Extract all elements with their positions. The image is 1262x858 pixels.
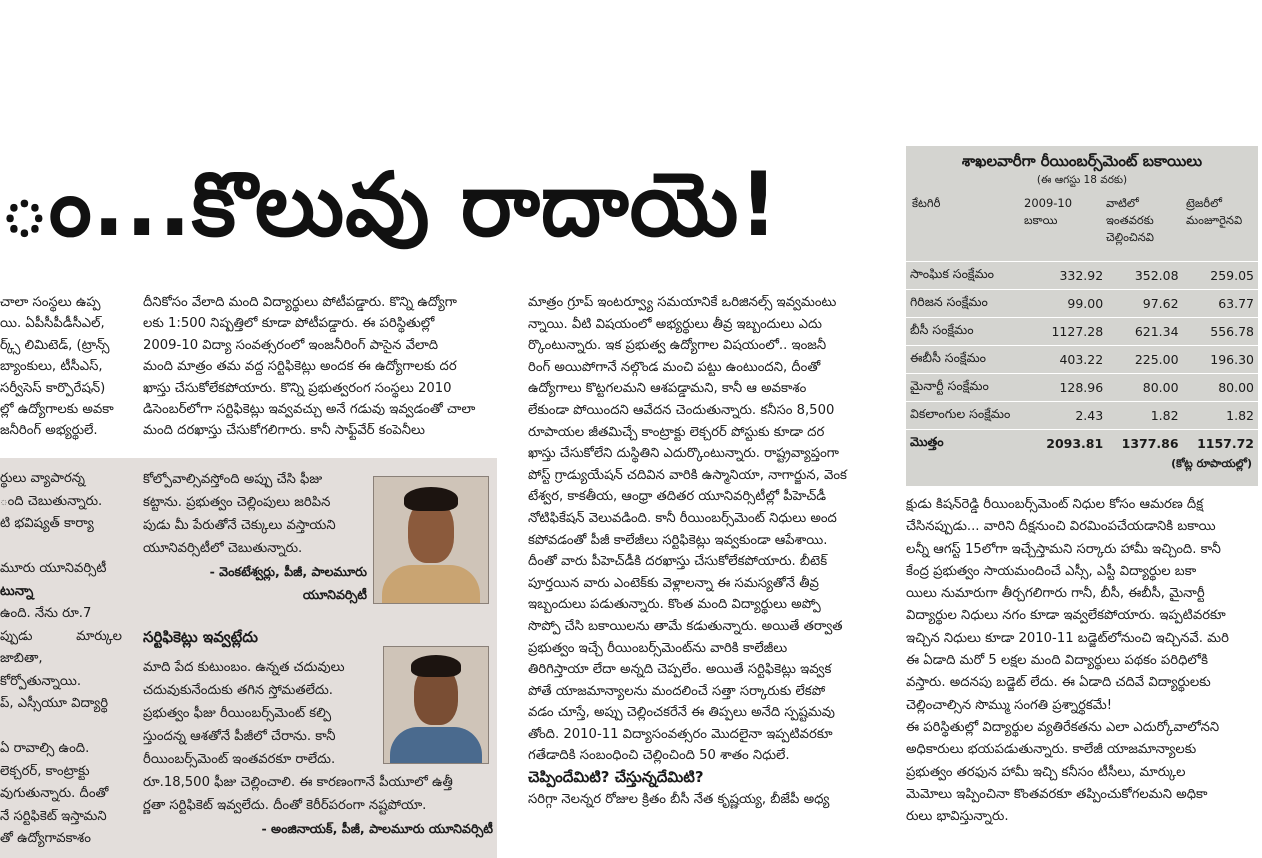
text-line: ప్రభుత్వం తరఫున హామీ ఇచ్చి కనీసం టీసీలు, మార్కుల [906, 764, 1186, 780]
text-line: దీనికోసం వేలాది మంది విద్యార్థులు పోటీపడ్డారు. కొన్ని ఉద్యోగా [143, 295, 457, 310]
testimonial-box-left-text [0, 468, 122, 853]
quote-anjinayak [143, 656, 383, 771]
text-line: ప్పుడు మార్కుల జాబితా, [0, 628, 122, 666]
text-line: కేంద్ర ప్రభుత్వం సాయమందించే ఎస్సీ, ఎస్టీ విద్యార్థుల బకా [906, 563, 1197, 579]
text-line: ర్థులు వ్యాపారన్న [0, 471, 85, 486]
text-line: రూ.18,500 ఫీజు చెల్లించాలి. ఈ కారణంగానే పీయూలో ఉత్తీ [143, 775, 453, 790]
text-line: మాది పేద కుటుంబం. ఉన్నత చదువులు [143, 660, 345, 675]
text-line: ల్లో ఉద్యోగాలకు అవకా [0, 402, 114, 418]
table-subtitle: (ఈ ఆగస్టు 18 వరకు) [1036, 174, 1128, 186]
text-line: చదువుకునేందుకు తగిన స్తోమతలేదు. [143, 683, 333, 698]
text-line: పోస్ట్‌ గ్రాడ్యుయేషన్‌ చదివిన వారికి ఉస్మానియా, నాగార్జున, వెంక [528, 467, 847, 483]
text-line: చెల్లించాల్సిన సొమ్ము సంగతి ప్రశ్నార్థకమే! [906, 697, 1113, 713]
table-row-total [906, 430, 1258, 458]
text-line: తిరిగిస్తాయా లేదా అన్నది చెప్పలేం. అయితే సర్టిఫికెట్లు ఇవ్వక [528, 662, 832, 678]
text-line: తో ఉద్యోగావకాశం [0, 831, 91, 846]
text-line: ర్ణతా సర్టిఫికెట్‌ ఇవ్వలేదు. దీంతో కెరీర్‌పరంగా నష్టపోయా. [143, 798, 427, 813]
text-line: న్నాయి. వీటి విషయంలో అభ్యర్థులు తీవ్ర ఇబ్బందులు ఎదు [528, 316, 822, 332]
table-body [906, 261, 1258, 457]
text-line: సర్వీసెస్‌ కార్పొరేషన్‌) [0, 380, 106, 396]
table-cell: 1.82 [1183, 402, 1258, 430]
text-line: లెక్చరర్‌, కాంట్రాక్టు [0, 763, 90, 779]
text-line: ఈ పరిస్థితుల్లో విద్యార్థుల వ్యతిరేకతను ఎలా ఎదుర్కోవాలోనని [906, 719, 1220, 735]
table-cell: 1157.72 [1183, 430, 1258, 458]
table-cell: 80.00 [1107, 374, 1182, 402]
text-line: ఇచ్చిన నిధులు కూడా 2010-11 బడ్జెట్‌లోనుంచి ఇచ్చినవే. మరి [906, 630, 1229, 646]
text-line: పుడు మీ పేరుతోనే చెక్కులు వస్తాయని [143, 518, 336, 533]
table-header-dues: 2009-10 బకాయి [1024, 196, 1073, 227]
table-cell: 128.96 [1032, 374, 1107, 402]
portrait-photo-anjinayak [383, 646, 489, 764]
table-row [906, 318, 1258, 346]
table-row [906, 290, 1258, 318]
text-line: వుగుతున్నారు. దీంతో [0, 786, 109, 801]
text-line: జనీరింగ్‌ అభ్యర్థులే. [0, 423, 98, 439]
text-line: దీంతో వారు పీహెచ్‌డీకి దరఖాస్తు చేసుకోలేకపోయారు. బీటెక్‌ [528, 554, 828, 570]
table-cell: 556.78 [1183, 318, 1258, 346]
table-row [906, 402, 1258, 430]
text-line: విద్యార్థుల నిధులు నగం కూడా ఇవ్వలేకపోయారు. ఇప్పటివరకూ [906, 608, 1226, 624]
text-line: ఇబ్బందులు పడుతున్నారు. కొంత మంది విద్యార్థులు అప్పో [528, 597, 821, 613]
text-line: రింగ్‌ అయిపోగానే నల్గొండ మంచి పట్టు ఉంటుందని, దీంతో [528, 359, 821, 375]
table-row [906, 374, 1258, 402]
text-line: స్తుందన్న ఆశతోనే పీజీలో చేరాను. కానీ [143, 729, 336, 744]
headline: ం...కొలువు రాదాయె! [0, 153, 779, 256]
table-cell: బీసీ సంక్షేమం [906, 318, 1032, 346]
table-cell: 259.05 [1183, 262, 1258, 290]
text-line: చేసినప్పుడు... వారిని దీక్షనుంచి విరమింపచేయడానికి బకాయి [906, 519, 1216, 535]
text-line: మెమోలు ఇప్పించినా కొంతవరకూ తప్పించుకోగలమని అధికా [906, 786, 1208, 802]
text-line: క్షుడు కిషన్‌రెడ్డి రీయింబర్స్‌మెంట్‌ నిధుల కోసం ఆమరణ దీక్ష [906, 497, 1204, 512]
text-line [0, 536, 122, 559]
table-cell: 99.00 [1032, 290, 1107, 318]
article-column-2 [143, 292, 497, 452]
table-cell: 352.08 [1107, 262, 1182, 290]
text-line: వడం చూస్తే, అప్పు చెల్లించకరేనే ఈ తిప్పలు అనేది స్పష్టమవు [528, 705, 835, 721]
table-cell: 2093.81 [1032, 430, 1107, 458]
text-line: బ్యాంకులు, టీసీఎస్‌, [0, 359, 103, 375]
text-line: కపోవడంతో పీజీ కాలేజీలు సర్టిఫికెట్లు ఇవ్వకుండా ఆపేశాయి. [528, 532, 828, 548]
text-line: చాలా సంస్థలు ఉప్ప [0, 295, 101, 310]
table-cell: 196.30 [1183, 346, 1258, 374]
table-cell: గిరిజన సంక్షేమం [906, 290, 1032, 318]
text-line: రీయింబర్స్‌మెంట్‌ ఇంతవరకూ రాలేదు. [143, 752, 336, 767]
table-row [906, 346, 1258, 374]
quote-credit: - అంజినాయక్‌, పీజీ, పాలమూరు యూనివర్సిటీ [261, 821, 493, 836]
text-line: లన్నీ ఆగస్ట్‌ 15లోగా ఇచ్చేస్తామని సర్కారు హామీ ఇచ్చింది. కానీ [906, 541, 1221, 557]
table-cell: 97.62 [1107, 290, 1182, 318]
text-line: ఉంది. నేను రూ.7 [0, 606, 92, 621]
text-line: ప్రభుత్వం ఫీజు రీయింబర్స్‌మెంట్‌ కల్పి [143, 706, 332, 721]
table-cell: వికలాంగుల సంక్షేమం [906, 402, 1032, 430]
text-line: లేకుండా పోయిందని ఆవేదన చెందుతున్నారు. కనీసం 8,500 [528, 402, 835, 418]
text-line: మంది దరఖాస్తు చేసుకోగలిగారు. కానీ సాఫ్ట్‌వేర్‌ కంపెనీలు [143, 423, 425, 439]
text-line: టున్నా [0, 583, 34, 599]
text-line: 2009-10 విద్యా సంవత్సరంలో ఇంజనీరింగ్‌ పాసైన వేలాది [143, 337, 439, 353]
table-cell: 1377.86 [1107, 430, 1182, 458]
table-cell: 80.00 [1183, 374, 1258, 402]
table-cell: 2.43 [1032, 402, 1107, 430]
table-cell: 621.34 [1107, 318, 1182, 346]
text-line: మూరు యూనివర్సిటీ [0, 561, 107, 576]
text-line: తోంది. 2010-11 విద్యాసంవత్సరం మొదలైనా ఇప్పటివరకూ [528, 726, 833, 742]
table-header-sanctioned: ట్రెజరీలో మంజూరైనవి [1186, 196, 1243, 227]
quote-venkateswarlu [143, 468, 367, 618]
text-line: ఖాస్తు చేసుకోలేకపోయారు. కొన్ని ప్రభుత్వరంగ సంస్థలు 2010 [143, 380, 452, 396]
text-line: మంది మాత్రం తమ వద్ద సర్టిఫికెట్లు అందక ఈ ఉద్యోగాలకు దర [143, 359, 457, 375]
text-line: రూపాయల జీతమిచ్చే కాంట్రాక్టు లెక్చరర్‌ పోస్టుకు కూడా దర [528, 424, 825, 440]
table-cell: ఈబీసీ సంక్షేమం [906, 346, 1032, 374]
text-line: మాత్రం గ్రూప్‌ ఇంటర్వ్యూ సమయానికే ఒరిజినల్స్‌ ఇవ్వమంటు [528, 295, 837, 310]
table-unit-note: (కోట్ల రూపాయల్లో) [1171, 457, 1252, 470]
text-line: టి భవిష్యత్‌ కార్యా [0, 516, 94, 531]
text-line: యి. ఏపీసీపీడీసీఎల్‌, [0, 316, 105, 332]
table-cell: 63.77 [1183, 290, 1258, 318]
text-line: ర్కొంటున్నారు. ఇక ప్రభుత్వ ఉద్యోగాల విషయంలో.. ఇంజనీ [528, 338, 827, 354]
table-cell: 225.00 [1107, 346, 1182, 374]
text-line: కోల్పోవాల్సివస్తోంది అప్పు చేసి ఫీజు [143, 472, 323, 487]
quote-credit-line2: యూనివర్సిటీ [302, 587, 367, 602]
article-column-4 [906, 494, 1258, 844]
text-line: సొప్పో చేసి బకాయిలను తామే కడుతున్నారు. అయితే తర్వాత [528, 618, 843, 634]
table-header-row [906, 195, 1258, 261]
text-line: నే సర్టిఫికెట్‌ ఇస్తామని [0, 808, 107, 824]
text-line: యిలు నుమారుగా తీర్చగలిగారు గానీ, బీసీ, ఈబీసీ, మైనార్టీ [906, 586, 1205, 602]
reimbursement-dues-table [906, 146, 1258, 486]
text-line: వస్తారు. అదనపు బడ్జెట్‌ లేదు. ఈ ఏడాది చదివే విద్యార్థులకు [906, 675, 1211, 691]
portrait-photo-venkateswarlu [373, 476, 489, 604]
text-line: ఖాస్తు చేసుకోలేని దుస్థితిని ఎదుర్కొంటున్నారు. రాష్ట్రవ్యాప్తంగా [528, 446, 839, 462]
left-column-top [0, 292, 128, 452]
table-cell: మొత్తం [906, 430, 1032, 458]
text-line: కోర్పోతున్నాయి. [0, 673, 82, 689]
quote-heading-certificates: సర్టిఫికెట్లు ఇవ్వట్లేదు [143, 628, 258, 646]
text-line: యూనివర్సిటీలో చెబుతున్నారు. [143, 541, 303, 556]
quote-anjinayak-cont [143, 771, 493, 853]
quote-credit: - వెంకటేశ్వర్లు, పీజీ, పాలమూరు [209, 564, 367, 579]
table-cell: 332.92 [1032, 262, 1107, 290]
text-line: నోటిఫికేషన్‌ వెలువడింది. కానీ రీయింబర్స్‌మెంట్‌ నిధులు అంద [528, 510, 837, 526]
section-subheading: చెప్పిందేమిటి? చేస్తున్నదేమిటి? [528, 768, 704, 787]
text-line: ర్క్స్‌ లిమిటెడ్‌, (ట్రాన్స్‌ [0, 337, 110, 353]
text-line: కట్టాను. ప్రభుత్వం చెల్లింపులు జరిపిన [143, 495, 331, 510]
text-line: గతేడాదికి సంబంధించి చెల్లించింది 50 శాతం నిధులే. [528, 748, 790, 764]
table-header-category: కేటగిరీ [912, 196, 941, 210]
text-line: ఏ రావాల్సి ఉంది. [0, 741, 90, 756]
text-line: డిసెంబర్‌లోగా సర్టిఫికెట్లు ఇవ్వవచ్చు అనే గడువు ఇవ్వడంతో చాలా [143, 402, 476, 418]
text-line: ఉద్యోగాలు కొట్టగలమని ఆశపడ్డామని, కానీ ఆ అవకాశం [528, 381, 807, 397]
text-line: ప్రభుత్వం ఇచ్చే రీయింబర్స్‌మెంట్‌ను వారికి కాలేజీలు [528, 640, 788, 656]
text-line: పోతే యాజమాన్యాలను మందలించే సత్తా సర్కారుకు లేకపో [528, 683, 826, 699]
text-line: పూర్తయిన వారు ఎంటెక్‌కు వెళ్లాలన్నా ఈ సమస్యతోనే తీవ్ర [528, 575, 819, 591]
text-line: అధికారులు భయపడుతున్నారు. కాలేజీ యాజమాన్యాలకు [906, 742, 1197, 758]
text-line [0, 716, 122, 739]
table-cell: 403.22 [1032, 346, 1107, 374]
text-line: రులు భావిస్తున్నారు. [906, 809, 1009, 825]
table-cell: మైనార్టీ సంక్షేమం [906, 374, 1032, 402]
text-line: లకు 1:500 నిష్పత్తిలో కూడా పోటీపడ్డారు. ఈ పరిస్థితుల్లో [143, 316, 435, 332]
table-cell: సాంఘిక సంక్షేమం [906, 262, 1032, 290]
table-header-paid: వాటిలో ఇంతవరకు చెల్లించినవి [1106, 196, 1154, 244]
table-title: శాఖలవారీగా రీయింబర్స్‌మెంట్‌ బకాయిలు [961, 152, 1203, 170]
text-line: ంది చెబుతున్నారు. [0, 493, 103, 509]
table-cell: 1.82 [1107, 402, 1182, 430]
table-cell: 1127.28 [1032, 318, 1107, 346]
text-line: టేశ్వర, కాకతీయ, ఆంధ్రా తదితర యూనివర్సిటీల్లో పీహెచ్‌డీ [528, 489, 827, 505]
text-line: ఈ ఏడాది మరో 5 లక్షల మంది విద్యార్థులు పథకం పరిధిలోకి [906, 653, 1208, 669]
article-column-3 [528, 292, 880, 858]
table-row [906, 262, 1258, 290]
text-line: సరిగ్గా నెలన్నర రోజుల క్రితం బీసీ నేత కృష్ణయ్య, బీజేపీ అధ్య [528, 791, 830, 807]
text-line: ప్‌, ఎస్సీయూ విద్యార్థి [0, 696, 109, 711]
